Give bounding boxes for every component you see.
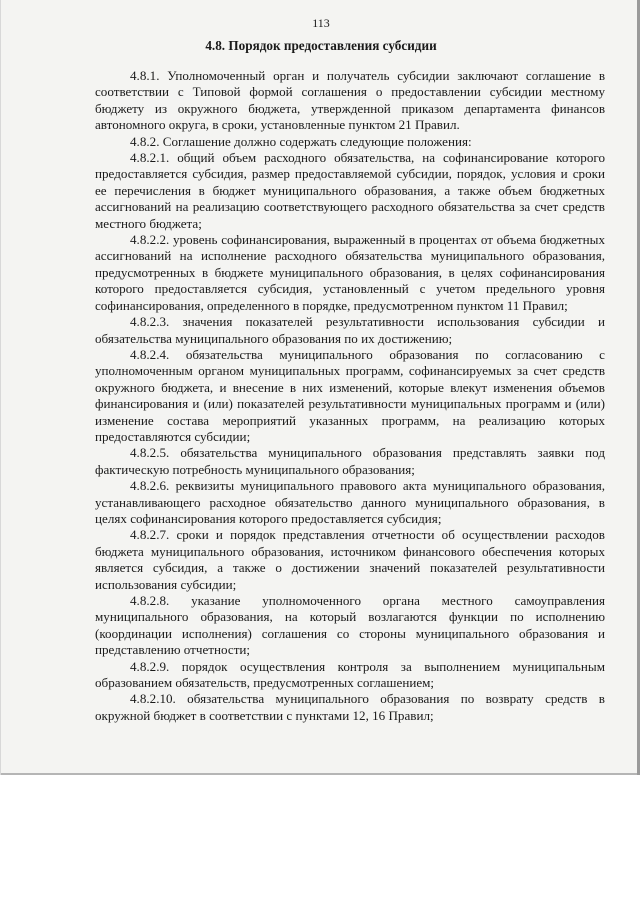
paragraph-4-8-2-6: 4.8.2.6. реквизиты муниципального правового акта муниципального образования, устанавливающего расходное обязательство данного муниципального образования, в целях софинансирования которого предоставляется субсидия; <box>95 478 605 526</box>
paragraph-4-8-2-5: 4.8.2.5. обязательства муниципального образования представлять заявки под фактическую потребность муниципального образования; <box>95 445 605 477</box>
paragraph-4-8-2: 4.8.2. Соглашение должно содержать следующие положения: <box>130 133 472 149</box>
paragraph-4-8-2-1: 4.8.2.1. общий объем расходного обязательства, на софинансирование которого предоставляется субсидия, размер предоставляемой субсидии, порядок, условия и сроки ее перечисления в бюджет муниципального образования, а также объем бюджетных ассигнований на реализацию соответствующего расходного обязательства за счет средств местного бюджета; <box>95 150 605 231</box>
paragraph-4-8-1: 4.8.1. Уполномоченный орган и получатель субсидии заключают соглашение в соответствии с Типовой формой соглашения о предоставлении субсидии местному бюджету из окружного бюджета, утвержденной приказом департамента финансов автономного округа, в сроки, установленные пунктом 21 Правил. <box>95 68 605 133</box>
paragraph-4-8-2-8: 4.8.2.8. указание уполномоченного органа местного самоуправления муниципального образования, на который возлагаются функции по исполнению (координации исполнения) соглашения со стороны муниципального образования и представлению отчетности; <box>95 593 605 658</box>
section-heading: 4.8. Порядок предоставления субсидии <box>205 38 437 53</box>
paragraph-4-8-2-4: 4.8.2.4. обязательства муниципального образования по согласованию с уполномоченным органом муниципальных программ, софинансируемых за счет средств окружного бюджета, и внесение в них изменений, которые влекут изменения объемов финансирования и (или) показателей результативности муниципальных программ и (или) изменение состава мероприятий указанных программ, на реализацию которых предоставляются субсидии; <box>95 346 605 444</box>
paragraph-4-8-2-3: 4.8.2.3. значения показателей результативности использования субсидии и обязательства муниципального образования по их достижению; <box>95 314 605 346</box>
page-number: 113 <box>312 16 330 30</box>
paragraph-4-8-2-2: 4.8.2.2. уровень софинансирования, выраженный в процентах от объема бюджетных ассигнований на исполнение расходного обязательства муниципального образования, предусмотренных в бюджете муниципального образования, в целях софинансирования которого предоставляется субсидия, установленный с учетом предельного уровня софинансирования, определенного в порядке, предусмотренном пунктом 11 Правил; <box>95 232 605 313</box>
paragraph-4-8-2-7: 4.8.2.7. сроки и порядок представления отчетности об осуществлении расходов бюджета муниципального образования, источником финансового обеспечения которых является субсидия, а также о достижении значений показателей результативности использования субсидии; <box>95 527 605 592</box>
document-body <box>95 68 605 724</box>
paragraph-4-8-2-10: 4.8.2.10. обязательства муниципального образования по возврату средств в окружной бюджет в соответствии с пунктами 12, 16 Правил; <box>95 691 605 723</box>
paragraph-4-8-2-9: 4.8.2.9. порядок осуществления контроля за выполнением муниципальным образованием обязательств, предусмотренных соглашением; <box>95 658 605 691</box>
